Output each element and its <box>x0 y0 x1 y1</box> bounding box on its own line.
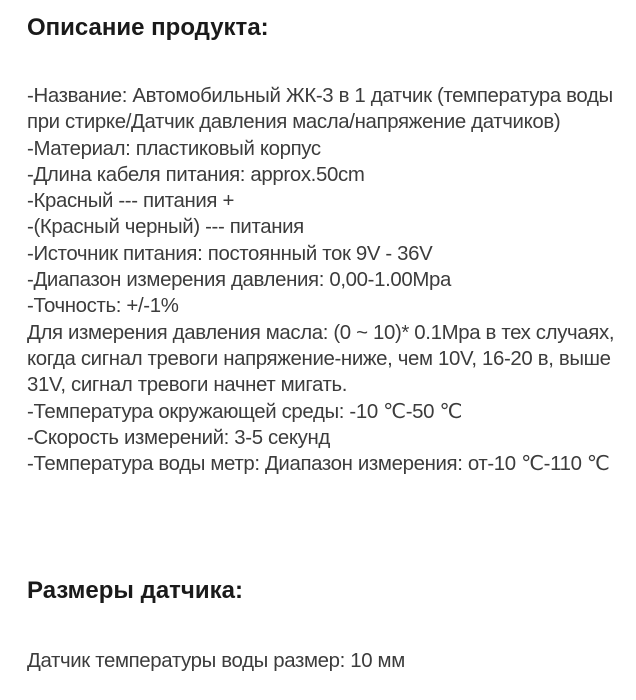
spec-line-water-temperature-range: -Температура воды метр: Диапазон измерения: от-10 ℃-110 ℃ <box>27 453 610 476</box>
spec-line-name: -Название: Автомобильный ЖК-3 в 1 датчик (температура воды при стирке/Датчик давления масла/напряжение датчиков) <box>27 85 613 134</box>
spec-line-cable-length: -Длина кабеля питания: approx.50cm <box>27 163 365 186</box>
spec-line-measurement-speed: -Скорость измерений: 3-5 секунд <box>27 426 330 449</box>
spec-line-oil-pressure-alarm: Для измерения давления масла: (0 ~ 10)* 0.1Mpa в тех случаях, когда сигнал тревоги напряжение-ниже, чем 10V, 16-20 в, выше 31V, сигнал тревоги начнет мигать. <box>27 321 615 397</box>
spec-line-red-wire: -Красный --- питания + <box>27 190 234 213</box>
description-heading: Описание продукта: <box>27 14 269 41</box>
dimension-text: Датчик температуры воды размер: 10 мм <box>27 650 405 672</box>
spec-line-red-black-wire: -(Красный черный) --- питания <box>27 216 304 239</box>
spec-list <box>27 83 623 477</box>
spec-line-pressure-range: -Диапазон измерения давления: 0,00-1.00Mpa <box>27 269 451 292</box>
spec-line-material: -Материал: пластиковый корпус <box>27 137 321 160</box>
dimensions-heading: Размеры датчика: <box>27 577 243 604</box>
spec-line-power-source: -Источник питания: постоянный ток 9V - 36V <box>27 242 433 265</box>
spec-line-ambient-temperature: -Температура окружающей среды: -10 ℃-50 ℃ <box>27 400 462 423</box>
spec-line-accuracy: -Точность: +/-1% <box>27 295 179 318</box>
